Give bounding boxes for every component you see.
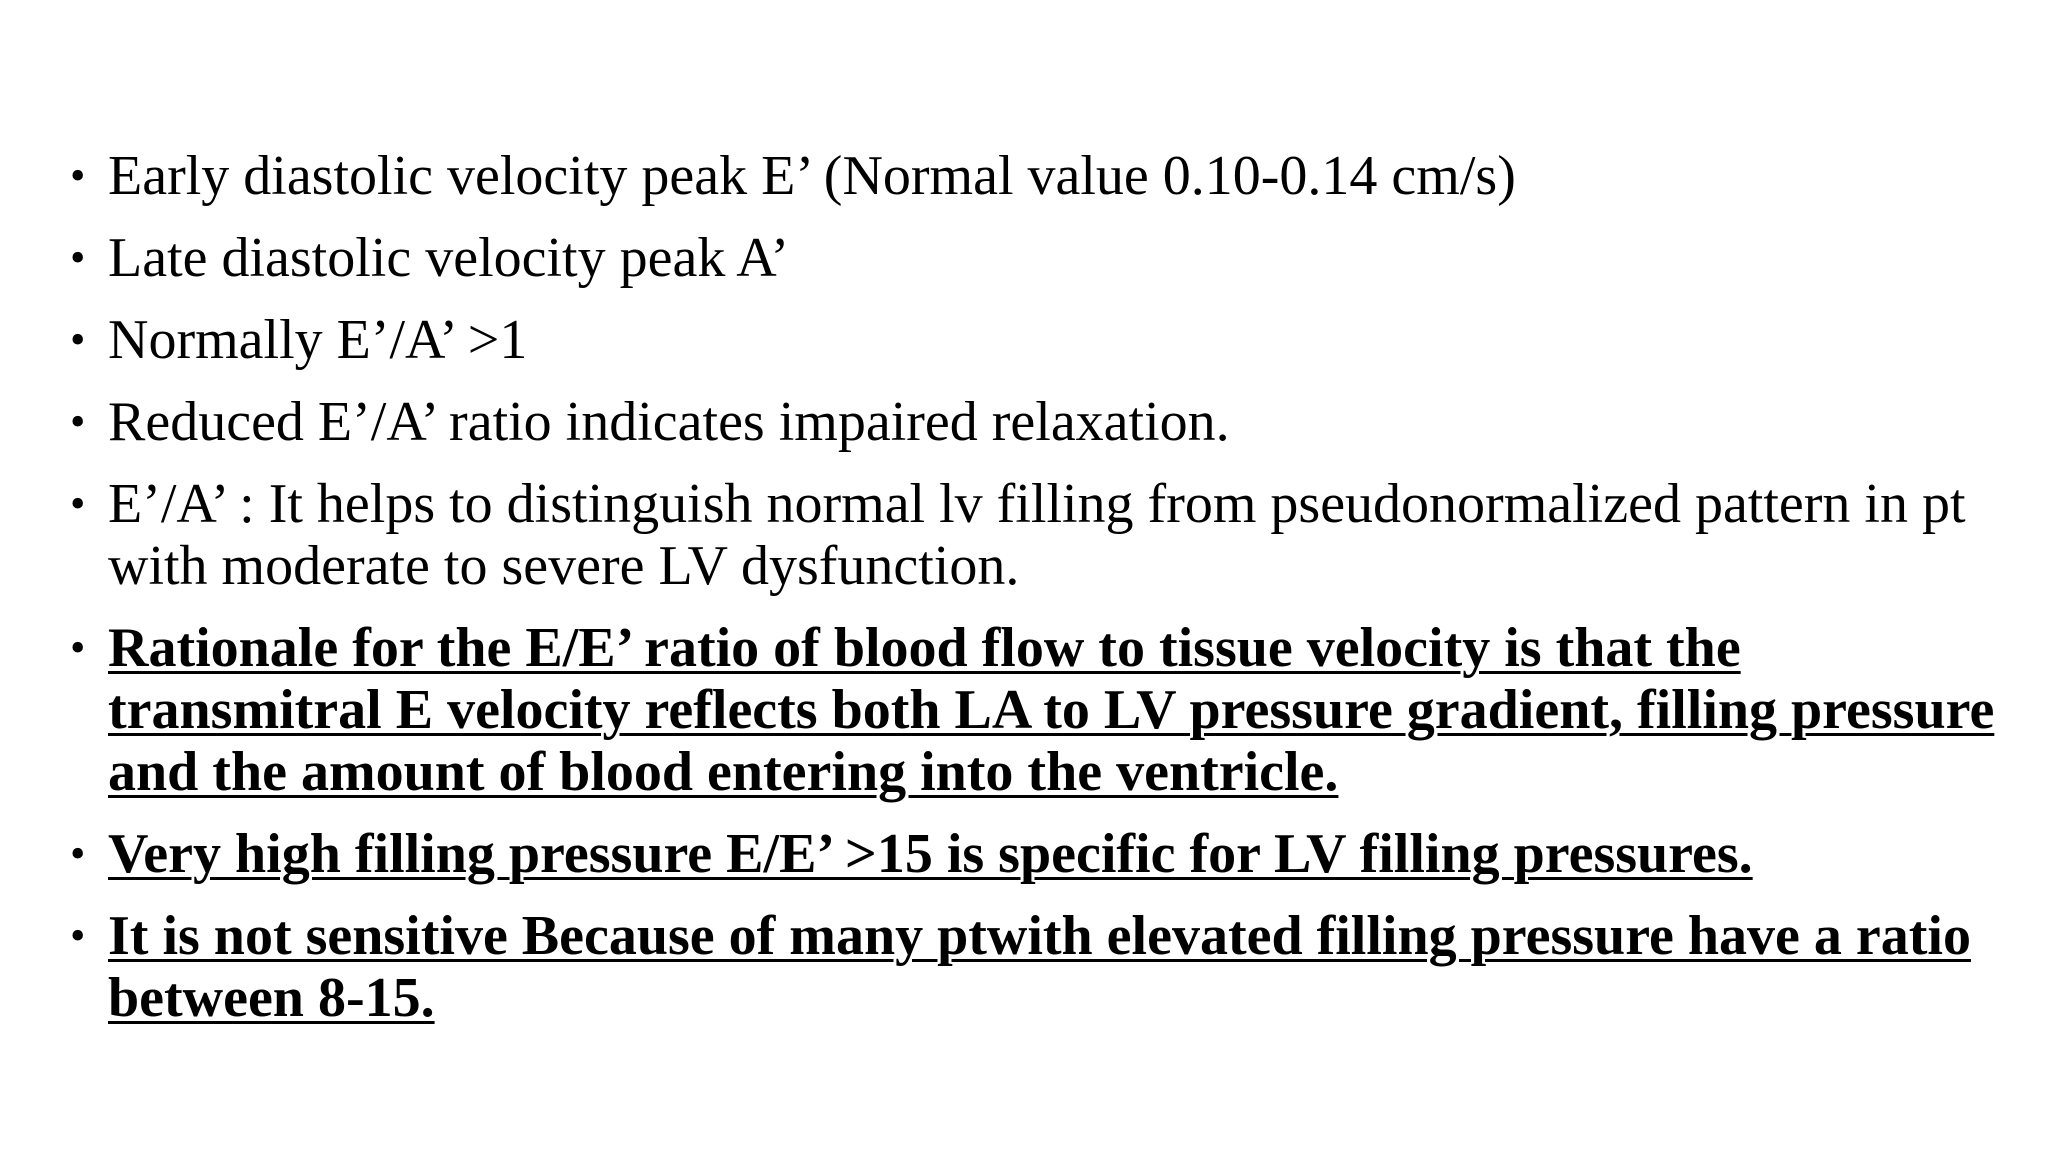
bullet-text: Late diastolic velocity peak A’ [108, 227, 790, 289]
bullet-text: Early diastolic velocity peak E’ (Normal value 0.10-0.14 cm/s) [108, 145, 1516, 207]
bullet-marker: • [70, 151, 86, 200]
bullet-text: Normally E’/A’ >1 [108, 309, 528, 371]
bullet-marker: • [70, 829, 86, 878]
bullet-item-early-diastolic [70, 145, 2020, 207]
bullet-item-high-filling-pressure [70, 823, 2020, 885]
bullet-text: E’/A’ : It helps to distinguish normal lv filling from pseudonormalized pattern in pt with moderate to severe LV dysfunction. [108, 473, 1966, 597]
bullet-marker: • [70, 315, 86, 364]
bullet-item-not-sensitive [70, 905, 2020, 1029]
bullet-marker: • [70, 479, 86, 528]
bullet-marker: • [70, 233, 86, 282]
bullet-item-distinguish-pattern [70, 473, 2020, 597]
bullet-marker: • [70, 397, 86, 446]
bullet-item-rationale [70, 617, 2020, 803]
bullet-text: Reduced E’/A’ ratio indicates impaired relaxation. [108, 391, 1230, 453]
bullet-marker: • [70, 623, 86, 672]
bullet-text: Rationale for the E/E’ ratio of blood flow to tissue velocity is that the transmitral E velocity reflects both LA to LV pressure gradient, filling pressure and the amount of blood entering into the ventricle. [108, 617, 1995, 803]
bullet-item-normal-ratio [70, 309, 2020, 371]
bullet-text: Very high filling pressure E/E’ >15 is specific for LV filling pressures. [108, 823, 1753, 885]
bullet-item-reduced-ratio [70, 391, 2020, 453]
bullet-text: It is not sensitive Because of many ptwith elevated filling pressure have a ratio between 8-15. [108, 905, 1971, 1029]
bullet-marker: • [70, 911, 86, 960]
bullet-item-late-diastolic [70, 227, 2020, 289]
bullet-list [70, 145, 2020, 1049]
